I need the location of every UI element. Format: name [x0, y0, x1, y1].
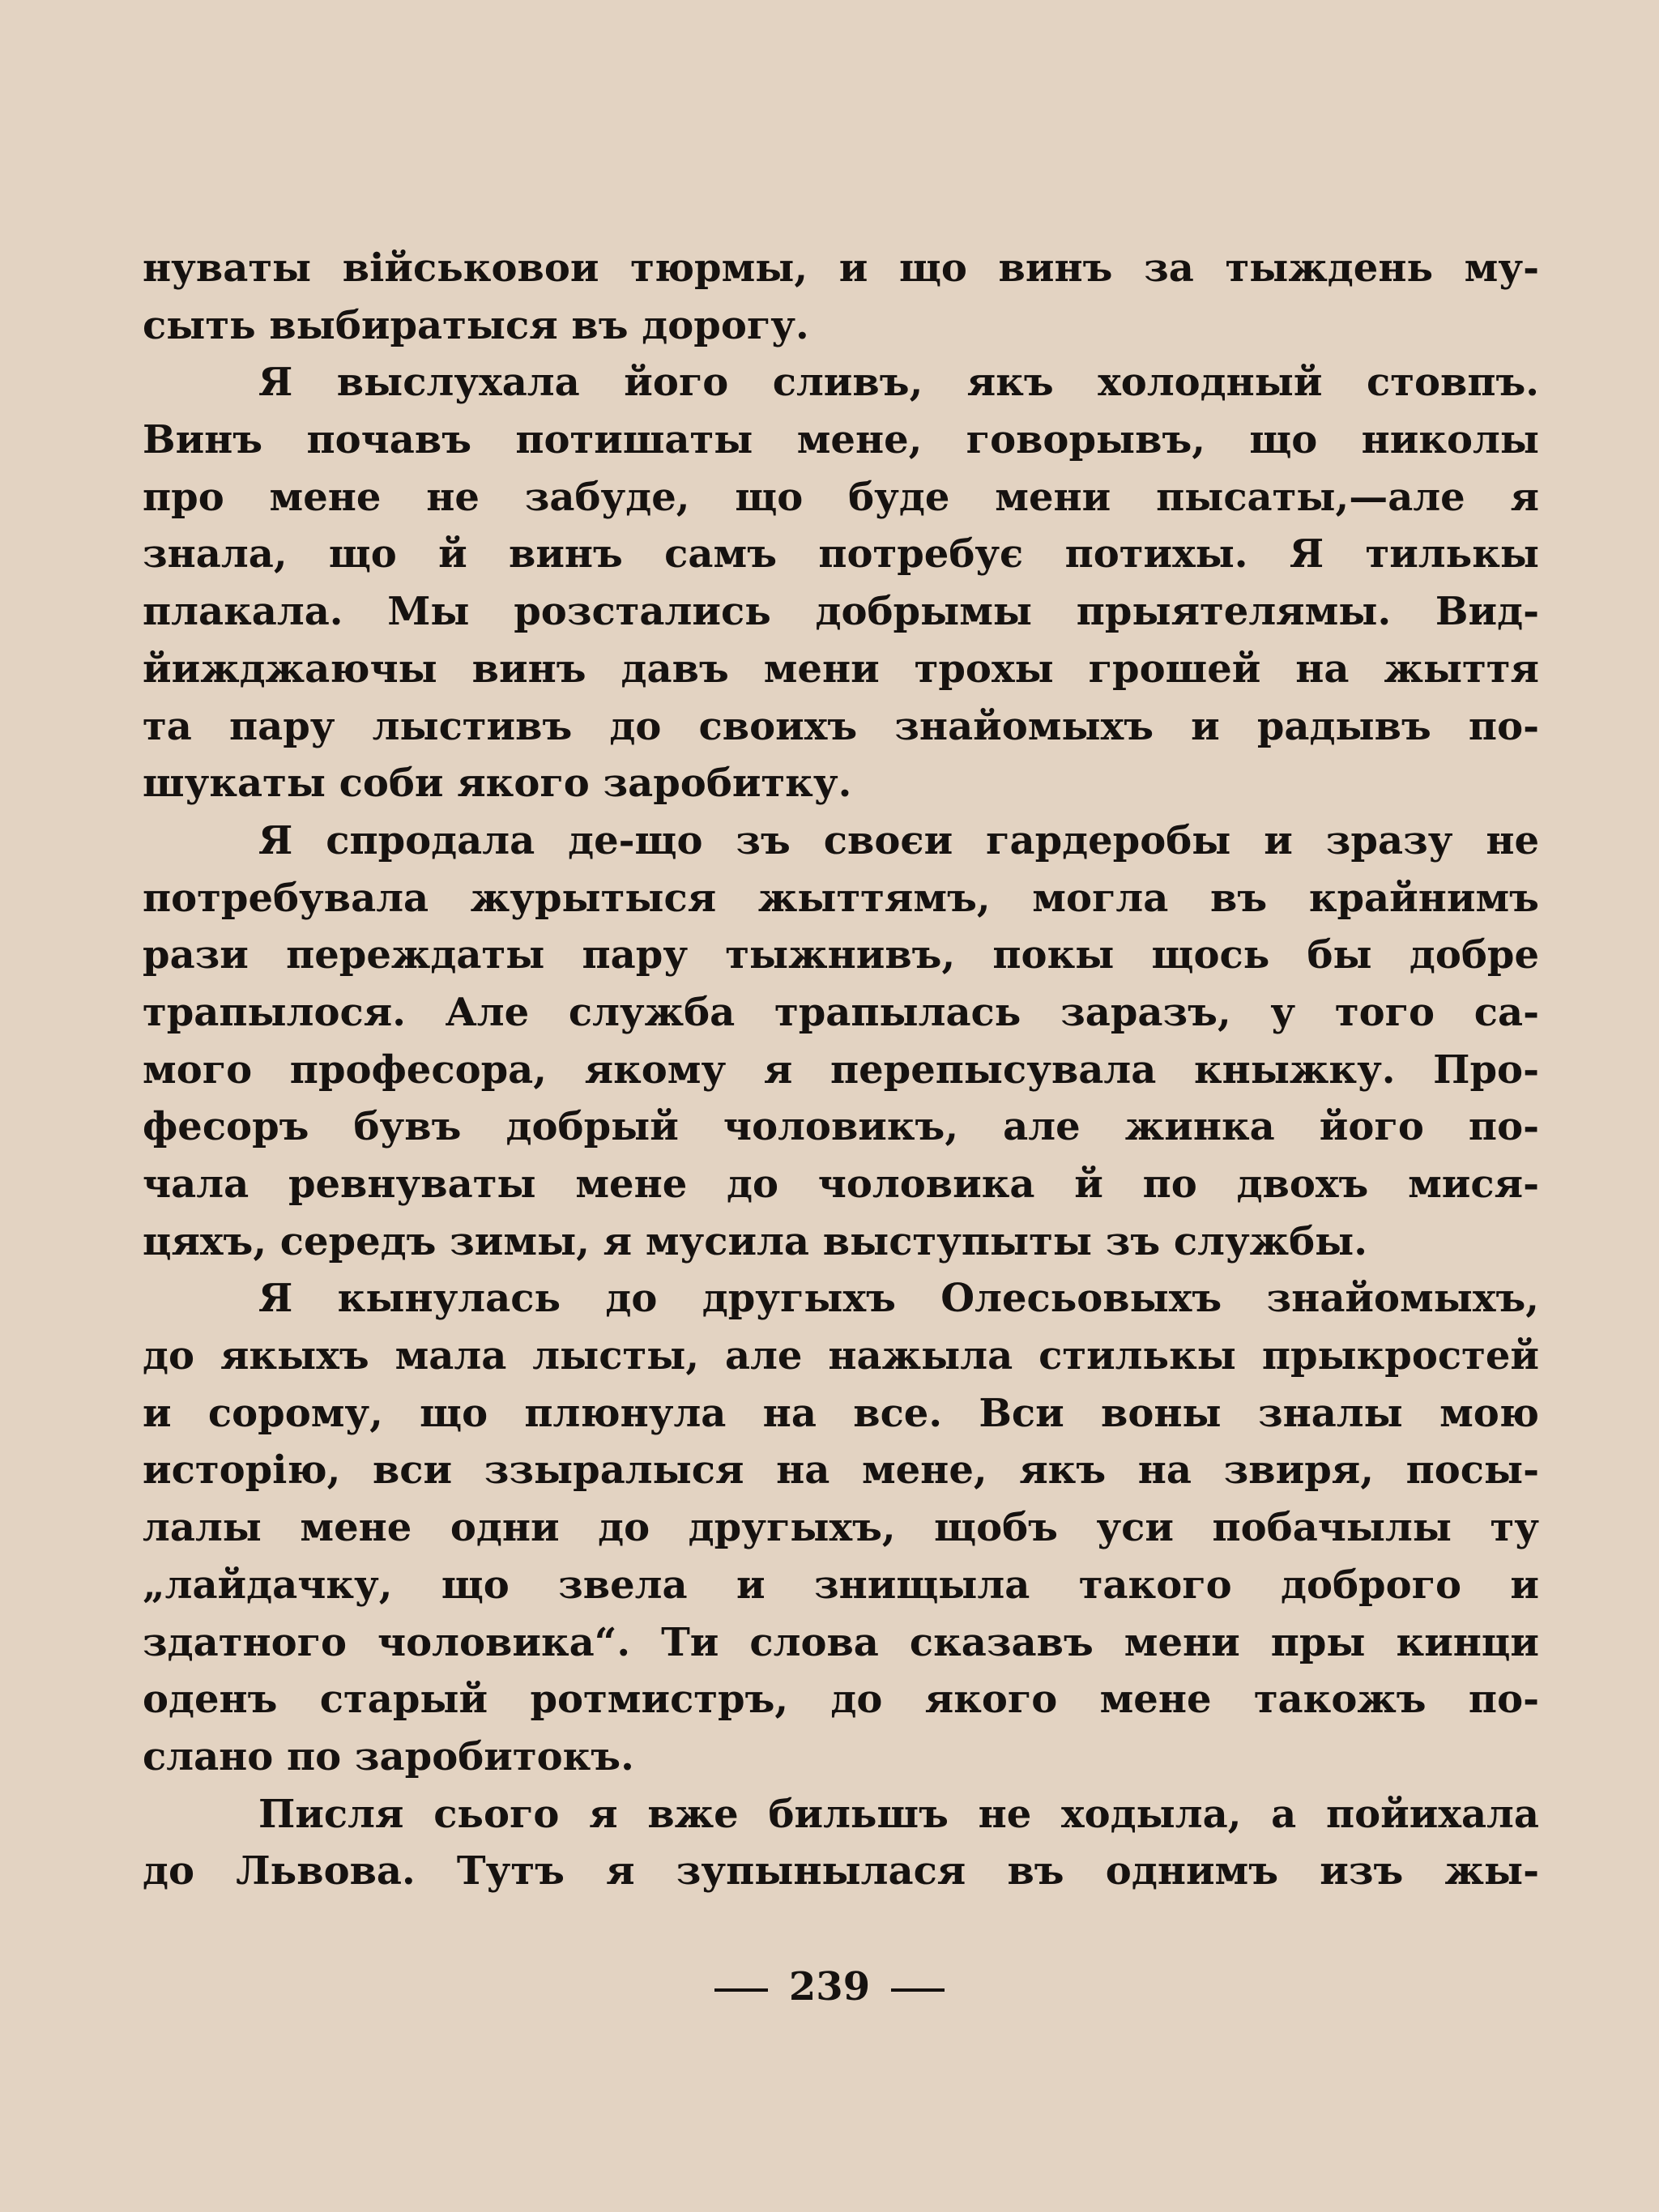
text-line: Винъ почавъ потишаты мене, говорывъ, що николы: [143, 417, 1539, 463]
dash-left: [714, 1988, 768, 1992]
text-line: шукаты соби якого заробитку.: [143, 761, 852, 807]
body-text: [143, 240, 1539, 1900]
text-line: до Львова. Тутъ я зупынылася въ однимъ изъ жы-: [143, 1848, 1539, 1894]
text-line: оденъ старый ротмистръ, до якого мене такожъ по-: [143, 1677, 1539, 1723]
dash-right: [891, 1988, 945, 1992]
text-line: знала, що й винъ самъ потребує потихы. Я тилькы: [143, 531, 1539, 578]
text-line: та пару лыстивъ до своихъ знайомыхъ и радывъ по-: [143, 703, 1539, 749]
text-line: сыть выбиратыся въ дорогу.: [143, 302, 809, 348]
text-line: Я кынулась до другыхъ Олесьовыхъ знайомыхъ,: [258, 1276, 1539, 1322]
text-line: цяхъ, середъ зимы, я мусила выступыты зъ службы.: [143, 1218, 1367, 1264]
text-line: „лайдачку, що звела и знищыла такого доброго и: [143, 1562, 1539, 1608]
text-line: про мене не забуде, що буде мени пысаты,—але я: [143, 474, 1539, 520]
text-line: лалы мене одни до другыхъ, щобъ уси побачылы ту: [143, 1505, 1539, 1551]
text-line: чала ревнуваты мене до чоловика й по двохъ мися-: [143, 1161, 1539, 1207]
text-line: Я спродала де-що зъ своєи гардеробы и зразу не: [258, 817, 1539, 863]
text-line: фесоръ бувъ добрый чоловикъ, але жинка його по-: [143, 1104, 1539, 1150]
text-line: рази переждаты пару тыжнивъ, покы щось бы добре: [143, 932, 1539, 978]
text-line: и сорому, що плюнула на все. Вси воны зналы мою: [143, 1390, 1539, 1436]
text-line: Писля сього я вже бильшъ не ходыла, а пойихала: [258, 1791, 1539, 1837]
text-line: слано по заробитокъ.: [143, 1733, 634, 1779]
text-line: мого професора, якому я перепысувала кныжку. Про-: [143, 1046, 1539, 1093]
page-number: [0, 1958, 1659, 2015]
text-line: трапылося. Але служба трапылась заразъ, у того са-: [143, 989, 1539, 1035]
text-line: исторію, вси ззыралыся на мене, якъ на звиря, посы-: [143, 1447, 1539, 1494]
text-line: потребувала журытыся жыттямъ, могла въ крайнимъ: [143, 875, 1539, 921]
text-line: нуваты військовои тюрмы, и що винъ за тыждень му-: [143, 245, 1539, 291]
text-line: Я выслухала його сливъ, якъ холодный стовпъ.: [258, 360, 1539, 406]
text-line: йижджаючы винъ давъ мени трохы грошей на жыття: [143, 646, 1539, 692]
text-line: до якыхъ мала лысты, але нажыла стилькы прыкростей: [143, 1333, 1539, 1379]
text-line: здатного чоловика“. Ти слова сказавъ мени пры кинци: [143, 1619, 1539, 1665]
page-number-value: 239: [788, 1964, 871, 2010]
text-line: плакала. Мы розстались добрымы прыятелямы. Вид-: [143, 589, 1539, 635]
